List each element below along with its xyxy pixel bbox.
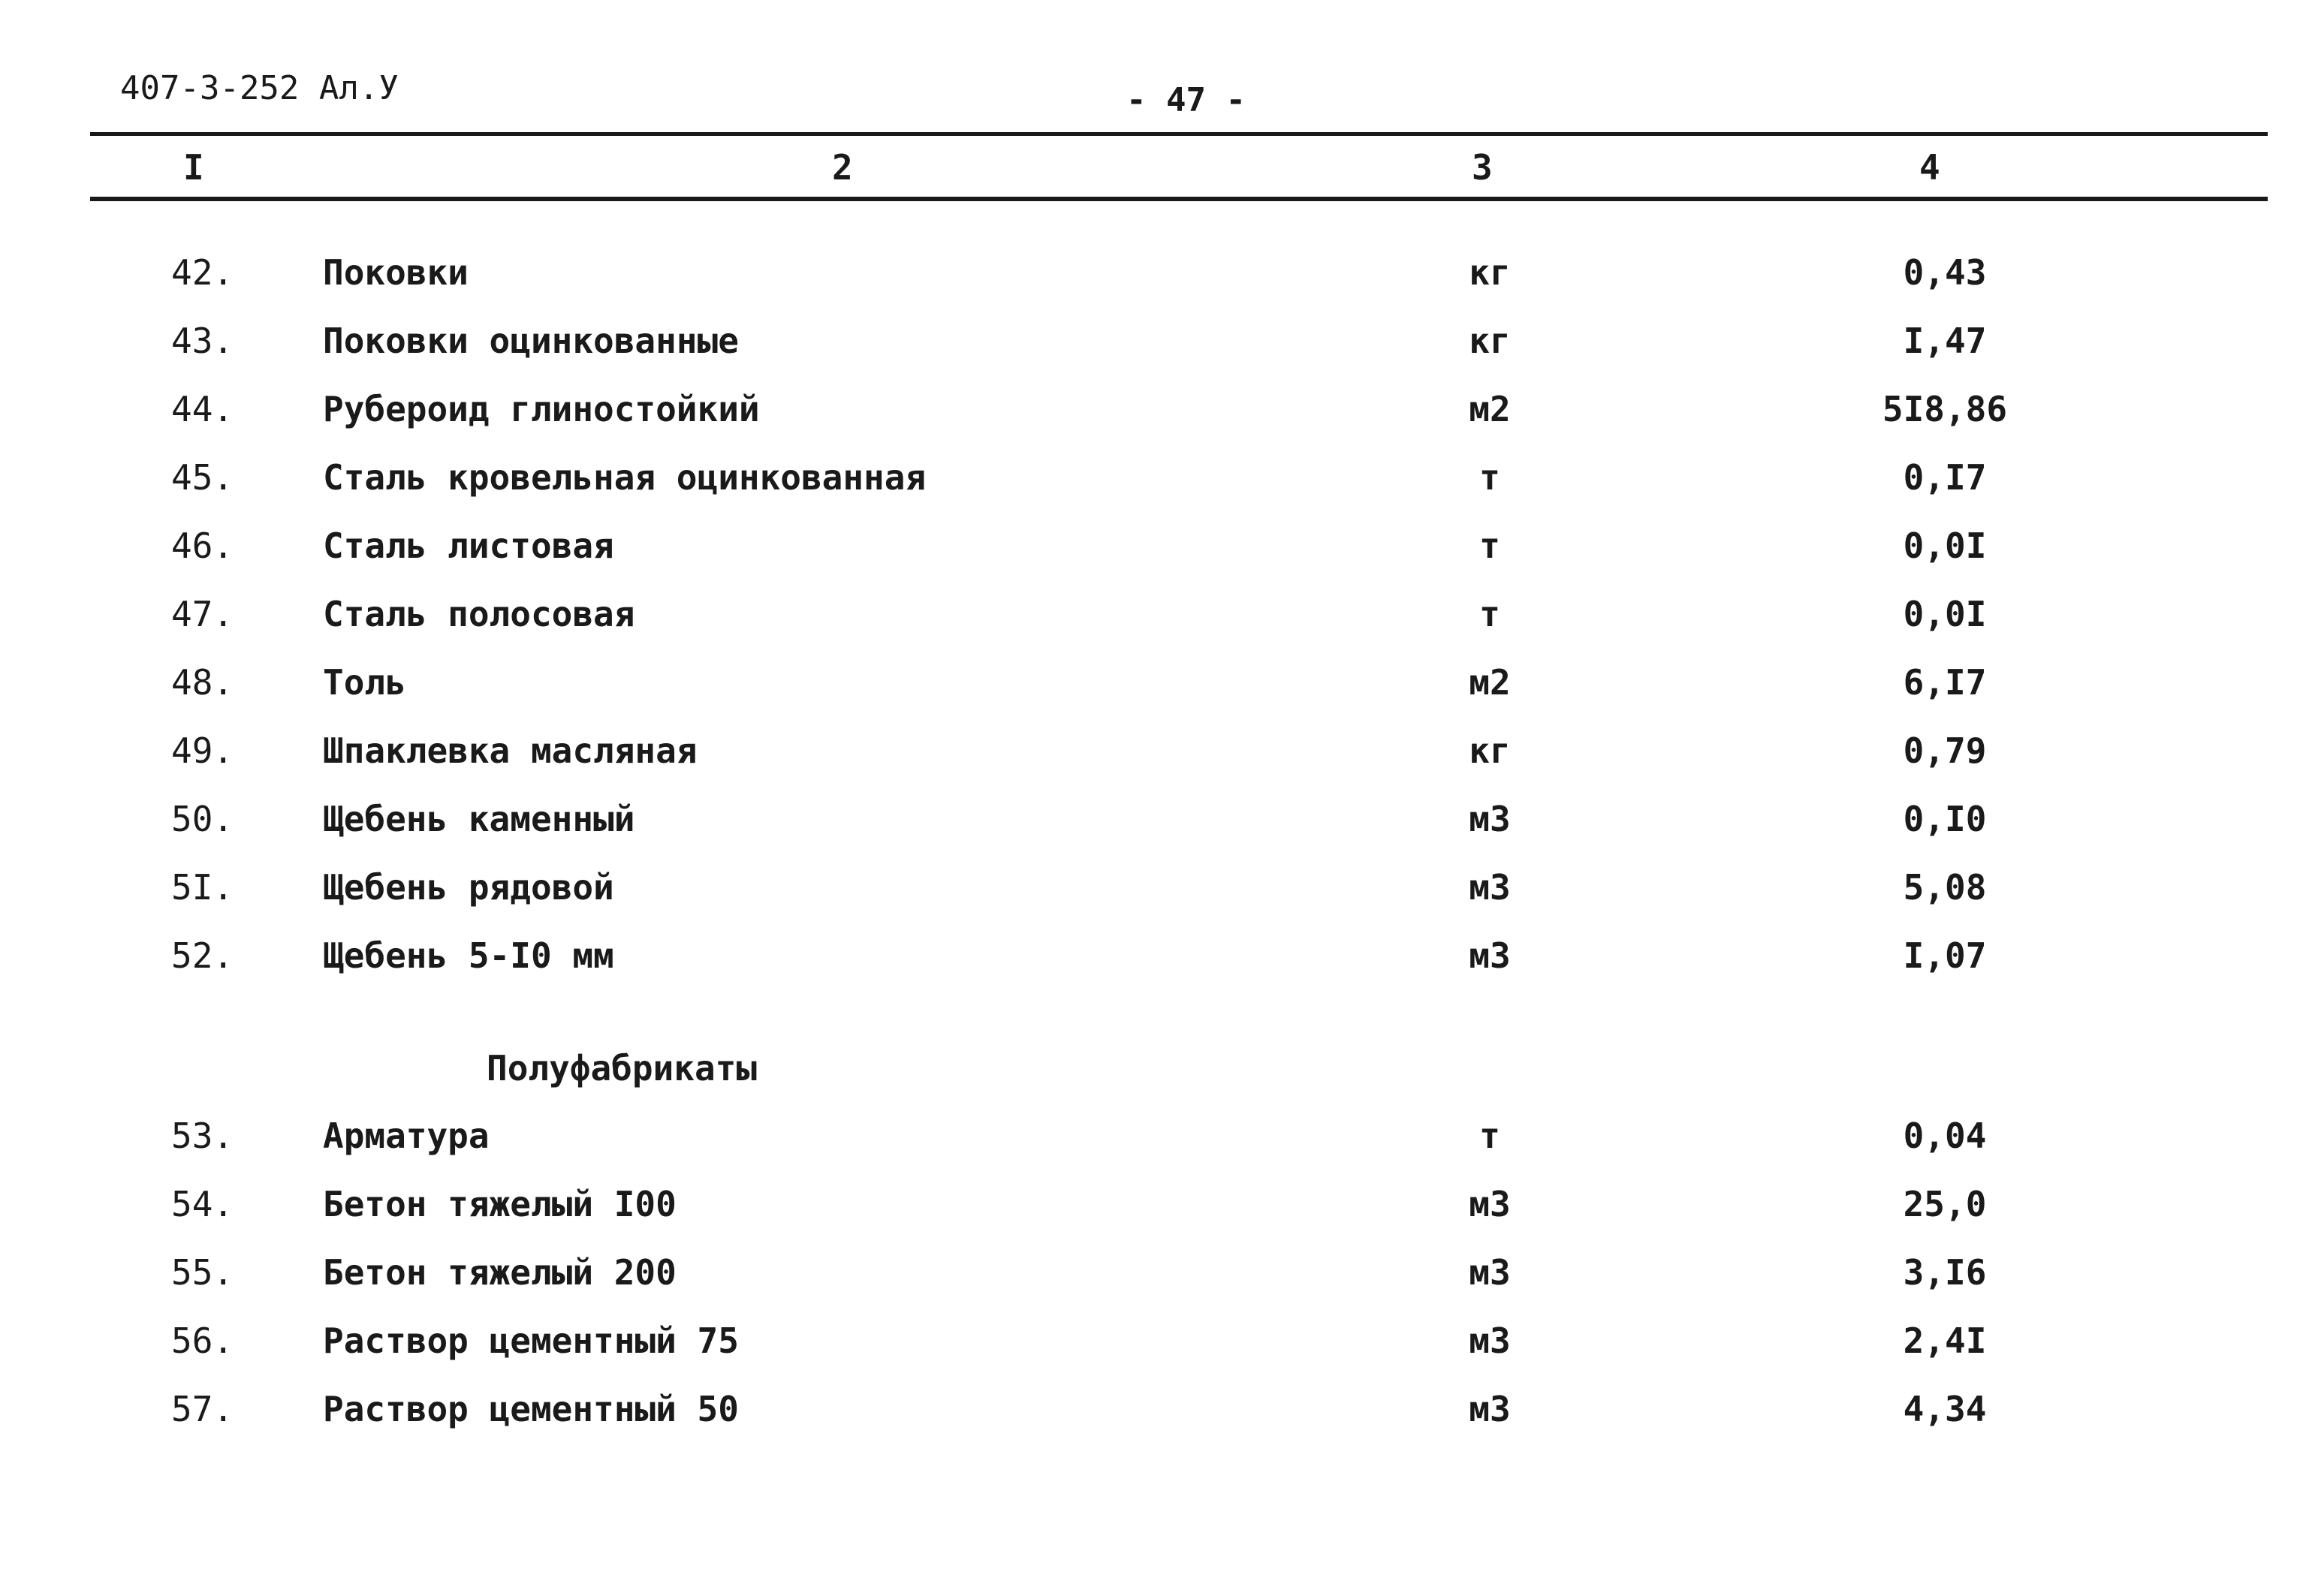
- quantity: 0,79: [1903, 730, 1987, 771]
- row-number: 56.: [171, 1320, 234, 1361]
- quantity: 0,04: [1903, 1116, 1987, 1156]
- quantity: 4,34: [1903, 1389, 1987, 1429]
- row-number: 45.: [171, 457, 234, 498]
- row-number: 57.: [171, 1389, 234, 1429]
- row-number: 46.: [171, 525, 234, 566]
- quantity: 5I8,86: [1882, 389, 2008, 429]
- table-row: [0, 1184, 2306, 1251]
- table-header-rule: [90, 197, 2268, 201]
- unit: кг: [1469, 321, 1511, 361]
- quantity: 6,I7: [1903, 662, 1987, 703]
- unit: м3: [1469, 1252, 1511, 1293]
- unit: м3: [1469, 867, 1511, 908]
- row-number: 53.: [171, 1116, 234, 1156]
- table-row: [0, 389, 2306, 456]
- row-number: 43.: [171, 321, 234, 361]
- table-row: [0, 457, 2306, 525]
- quantity: 25,0: [1903, 1184, 1987, 1224]
- column-header-4: 4: [1919, 147, 1940, 188]
- quantity: 3,I6: [1903, 1252, 1987, 1293]
- row-number: 50.: [171, 799, 234, 839]
- unit: м3: [1469, 935, 1511, 976]
- unit: т: [1479, 525, 1500, 566]
- row-number: 54.: [171, 1184, 234, 1224]
- table-row: [0, 1252, 2306, 1320]
- material-name: Поковки: [323, 252, 469, 293]
- unit: т: [1479, 594, 1500, 634]
- table-row: [0, 662, 2306, 730]
- quantity: 0,0I: [1903, 525, 1987, 566]
- quantity: I,47: [1903, 321, 1987, 361]
- unit: м2: [1469, 662, 1511, 703]
- document-code: 407-3-252 Ал.У: [120, 69, 399, 107]
- row-number: 42.: [171, 252, 234, 293]
- table-row: [0, 252, 2306, 320]
- row-number: 55.: [171, 1252, 234, 1293]
- material-name: Щебень каменный: [323, 799, 635, 839]
- unit: м3: [1469, 799, 1511, 839]
- material-name: Раствор цементный 50: [323, 1389, 739, 1429]
- material-name: Бетон тяжелый 200: [323, 1252, 677, 1293]
- row-number: 47.: [171, 594, 234, 634]
- table-row: [0, 321, 2306, 388]
- column-header-3: 3: [1472, 147, 1493, 188]
- table-row: [0, 730, 2306, 798]
- table-row: [0, 1389, 2306, 1456]
- unit: м3: [1469, 1184, 1511, 1224]
- table-row: [0, 1116, 2306, 1183]
- unit: м2: [1469, 389, 1511, 429]
- quantity: 0,43: [1903, 252, 1987, 293]
- table-row: [0, 594, 2306, 661]
- column-header-1: I: [183, 147, 204, 188]
- material-name: Арматура: [323, 1116, 490, 1156]
- section-heading: Полуфабрикаты: [487, 1048, 758, 1089]
- quantity: 0,I7: [1903, 457, 1987, 498]
- unit: кг: [1469, 730, 1511, 771]
- quantity: I,07: [1903, 935, 1987, 976]
- unit: т: [1479, 1116, 1500, 1156]
- material-name: Поковки оцинкованные: [323, 321, 739, 361]
- column-header-2: 2: [832, 147, 853, 188]
- material-name: Сталь кровельная оцинкованная: [323, 457, 927, 498]
- quantity: 2,4I: [1903, 1320, 1987, 1361]
- unit: м3: [1469, 1389, 1511, 1429]
- material-name: Рубероид глиностойкий: [323, 389, 760, 429]
- material-name: Сталь полосовая: [323, 594, 635, 634]
- material-name: Бетон тяжелый I00: [323, 1184, 677, 1224]
- unit: т: [1479, 457, 1500, 498]
- table-row: [0, 1320, 2306, 1388]
- material-name: Толь: [323, 662, 406, 703]
- material-name: Щебень рядовой: [323, 867, 614, 908]
- quantity: 0,0I: [1903, 594, 1987, 634]
- table-row: [0, 935, 2306, 1003]
- unit: кг: [1469, 252, 1511, 293]
- material-name: Раствор цементный 75: [323, 1320, 739, 1361]
- table-row: [0, 525, 2306, 593]
- quantity: 0,I0: [1903, 799, 1987, 839]
- unit: м3: [1469, 1320, 1511, 1361]
- page-number: - 47 -: [1126, 81, 1246, 119]
- quantity: 5,08: [1903, 867, 1987, 908]
- table-top-rule: [90, 132, 2268, 136]
- row-number: 5I.: [171, 867, 234, 908]
- table-row: [0, 867, 2306, 935]
- material-name: Щебень 5-I0 мм: [323, 935, 614, 976]
- row-number: 49.: [171, 730, 234, 771]
- material-name: Сталь листовая: [323, 525, 614, 566]
- row-number: 44.: [171, 389, 234, 429]
- material-name: Шпаклевка масляная: [323, 730, 698, 771]
- row-number: 52.: [171, 935, 234, 976]
- table-row: [0, 799, 2306, 866]
- row-number: 48.: [171, 662, 234, 703]
